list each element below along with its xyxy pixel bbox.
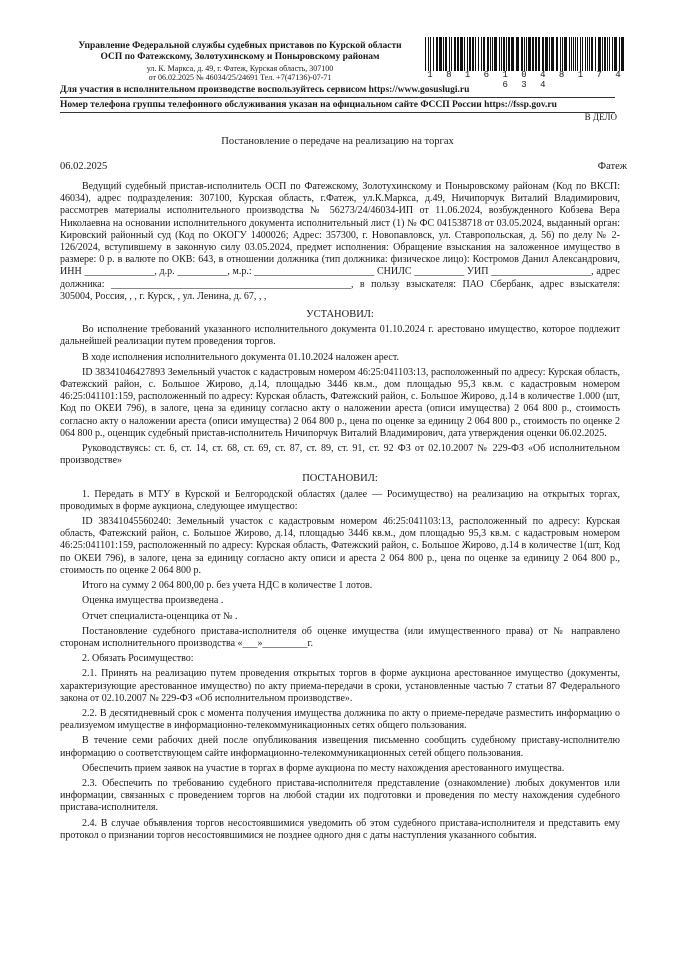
barcode-bar xyxy=(516,37,519,71)
intro-paragraph: Ведущий судебный пристав-исполнитель ОСП по Фатежскому, Золотухинскому и Поныровскому районам (Код по ВКСП: 46034), адрес подразделения: 307100, Курская область, г.Фатеж, ул.К.Маркса, д.49, Ничипорчук Виталий Владимирович, рассмотрев материалы исполнительного производства № 56273/24/46034-ИП от 11.06.2024, возбужденного Кобзева Вера Николаевна на основании исполнительного документа исполнительный лист (1) № ФС 041538718 от 03.05.2024, выданный орган: Кировский районный суд (Код по ОКОГУ 1400026; Адрес: 357300, г. Новопавловск, ул. Ставропольская, д. 56) по делу № 2-126/2024, вступившему в законную силу 03.05.2024, предмет исполнения: Обращение взыскания на заложенное имущество в размере: 0 р. в валюте по ОКВ: 643, в отношении должника (тип должника: физическое лицо): Костромов Данил Александрович, ИНН ______________, д.р. __________, м.р.: ________________________ СНИЛС __________ УИП ____________________, адрес должника: ________________________________________________, в пользу взыскателя: ПАО Сбербанк, адрес взыскателя: 305004, Россия, , , г. Курск, , ул. Ленина, д. 67, , , xyxy=(60,181,620,302)
barcode-bar xyxy=(481,37,482,71)
barcode-bar xyxy=(501,37,502,71)
section2-paragraph-13: 2.4. В случае объявления торгов несостоявшимися уведомить об этом судебного пристава-исполнителя и представить ему протокол о признании торгов несостоявшимися не позднее одного дня с даты наступления указанного события. xyxy=(60,817,620,841)
section-heading-ustanovil: УСТАНОВИЛ: xyxy=(306,309,374,321)
section1-paragraph-4: Руководствуясь: ст. 6, ст. 14, ст. 68, ст. 69, ст. 87, ст. 89, ст. 91, ст. 92 ФЗ от 02.10.2007 № 229-ФЗ «Об исполнительном производстве» xyxy=(60,443,620,467)
document-city: Фатеж xyxy=(597,161,627,172)
section-heading-postanovil: ПОСТАНОВИЛ: xyxy=(302,473,378,485)
barcode-bar xyxy=(464,37,465,71)
barcode-bar xyxy=(580,37,581,71)
barcode-bar xyxy=(490,37,491,71)
gosuslugi-notice: Для участия в исполнительном производстве воспользуйтесь сервисом https://www.gosuslugi.ru xyxy=(60,85,470,95)
barcode-bar xyxy=(503,37,505,71)
barcode-bar xyxy=(569,37,570,71)
barcode-bar xyxy=(506,37,507,71)
barcode-bar xyxy=(607,37,608,71)
barcode-bar xyxy=(494,37,497,71)
barcode-bar xyxy=(598,37,601,71)
section2-paragraph-12: 2.3. Обеспечить по требованию судебного пристава-исполнителя представление (ознакомление) любых документов или информации, связанных с проведением торгов на любой стадии их подготовки и проведения по месту нахождения судебного пристава-исполнителя. xyxy=(60,777,620,814)
barcode-bar xyxy=(571,37,572,71)
header-address-block xyxy=(60,64,420,82)
section2-paragraph-11: Обеспечить прием заявок на участие в торгах в форме аукциона по месту нахождения арестованного имущества. xyxy=(82,762,565,774)
barcode-bar xyxy=(451,37,452,71)
barcode-bar xyxy=(573,37,574,71)
barcode-bar xyxy=(577,37,578,71)
barcode-bar xyxy=(433,37,434,71)
barcode-bar xyxy=(585,37,586,71)
section2-paragraph-1: 1. Передать в МТУ в Курской и Белгородской областях (далее — Росимущество) на реализацию на открытых торгах, проводимых в форме аукциона, следующее имущество: xyxy=(60,488,620,512)
barcode-bar xyxy=(614,37,617,71)
barcode-bar xyxy=(528,37,531,71)
barcode-bar xyxy=(428,37,429,71)
barcode-bar xyxy=(521,37,523,71)
barcode-bar xyxy=(542,37,544,71)
barcode-bar xyxy=(604,37,606,71)
barcode-bar xyxy=(469,37,471,71)
phone-notice: Номер телефона группы телефонного обслуживания указан на официальном сайте ФССП России https://fssp.gov.ru xyxy=(60,100,557,110)
barcode-bar xyxy=(587,37,588,71)
header-organization xyxy=(60,41,420,63)
document-title: Постановление о передаче на реализацию на торгах xyxy=(221,136,454,147)
section2-paragraph-8: 2.1. Принять на реализацию путем проведения открытых торгов в форме аукциона арестованное имущество (документы, характеризующие арестованное имущество) по акту приема-передачи в сроки, установленные частью 7 статьи 87 Федерального закона от 02.10.2007 № 229-ФЗ «Об исполнительном производстве». xyxy=(60,668,620,704)
barcode-bar xyxy=(524,37,525,71)
barcode-bar xyxy=(508,37,510,71)
header-org-line1: Управление Федеральной службы судебных приставов по Курской области xyxy=(78,41,402,51)
barcode-bar xyxy=(487,37,489,71)
barcode-bar xyxy=(445,37,447,71)
barcode-bar xyxy=(443,37,444,71)
barcode-bar xyxy=(532,37,534,71)
section2-paragraph-4: Оценка имущества произведена . xyxy=(82,595,224,607)
header-org-line2: ОСП по Фатежскому, Золотухинскому и Поныровскому районам xyxy=(100,52,380,62)
barcode-bar xyxy=(449,37,450,71)
barcode-bar xyxy=(535,37,537,71)
header-divider-2 xyxy=(60,112,615,113)
barcode-bar xyxy=(478,37,479,71)
barcode-bar xyxy=(556,37,558,71)
barcode-bar xyxy=(582,37,583,71)
barcode-bar xyxy=(475,37,476,71)
barcode-bar xyxy=(467,37,468,71)
barcode-bar xyxy=(472,37,474,71)
barcode-bar xyxy=(595,37,596,71)
barcode-bar xyxy=(457,37,459,71)
barcode-bar xyxy=(436,37,438,71)
barcode-bar xyxy=(575,37,576,71)
barcode-bar xyxy=(526,37,527,71)
section2-paragraph-7: 2. Обязать Росимущество: xyxy=(82,653,194,665)
barcode-number: 1 8 1 6 1 0 4 8 1 7 4 6 3 4 xyxy=(427,70,625,90)
barcode-bar xyxy=(562,37,563,71)
barcode-bar xyxy=(545,37,548,71)
barcode-bar xyxy=(538,37,540,71)
document-body xyxy=(60,181,620,845)
barcode-bar xyxy=(609,37,610,71)
barcode-bar xyxy=(564,37,567,71)
v-delo-mark: В ДЕЛО xyxy=(584,112,617,122)
barcode-bar xyxy=(454,37,456,71)
barcode-bar xyxy=(619,37,620,71)
section2-paragraph-6: Постановление судебного пристава-исполнителя об оценке имущества (или имущественного права) от № направлено сторонам исполнительного производства «___»_________г. xyxy=(60,625,620,649)
section2-paragraph-5: Отчет специалиста-оценщика от № . xyxy=(82,610,238,622)
section2-paragraph-9: 2.2. В десятидневный срок с момента получения имущества должника по акту о приеме-передаче разместить информацию о реализуемом имуществе в информационно-телекоммуникационных сетях общего пользования. xyxy=(60,707,620,732)
section1-paragraph-2: В ходе исполнения исполнительного документа 01.10.2024 наложен арест. xyxy=(82,351,399,363)
barcode-bar xyxy=(430,37,431,71)
barcode-bar xyxy=(499,37,500,71)
section2-paragraph-3: Итого на сумму 2 064 800,00 р. без учета НДС в количестве 1 лотов. xyxy=(82,580,373,592)
header-divider-1 xyxy=(60,97,615,98)
barcode-bar xyxy=(602,37,603,71)
header-registration: от 06.02.2025 № 46034/25/24691 Тел. +7(47136)-07-71 xyxy=(148,73,332,82)
barcode-bar xyxy=(591,37,593,71)
barcode-bar xyxy=(425,37,426,71)
barcode-bar xyxy=(460,37,463,71)
barcode-bar xyxy=(589,37,590,71)
barcode-bar xyxy=(612,37,613,71)
document-date: 06.02.2025 xyxy=(60,161,108,172)
section1-paragraph-3: ID 38341046427893 Земельный участок с кадастровым номером 46:25:041103:13, расположенный по адресу: Курская область, Фатежский район, с. Большое Жирово, д.14, площадью 3446 кв.м., дом площадью 95,3 кв.м. с кадастровым номером 46:25:041101:159, расположенный по адресу: Курская область, Фатежский район, с. Большое Жирово, д.14 в количестве 1.000 (шт, Код по ОКЕИ 796), в залоге, цена за единицу согласно акту о наложении ареста (описи имущества) 2 064 800 р., стоимость согласно акту о наложении ареста (описи имущества) 2 064 800 р., цена по оценке за единицу 2 064 800 р., стоимость по оценке 2 064 800 р., оценщик судебный пристав-исполнитель Ничипорчук Виталий Владимирович, дата утверждения оценки 06.02.2025. xyxy=(60,366,620,439)
section2-paragraph-2: ID 38341045560240: Земельный участок с кадастровым номером 46:25:041103:13, расположенный по адресу: Курская область, Фатежский район, с. Большое Жирово, д.14, площадью 3446 кв.м., дом площадью 95,3 кв.м. с кадастровым номером 46:25:041101:159, расположенный по адресу: Курская область, Фатежский район, с. Большое Жирово, д.14 в количестве 1(шт, Код по ОКЕИ 796), в залоге, цена за единицу согласно акту описи и ареста 2 064 800 р., цена по оценке за единицу 2 064 800 р., стоимость по оценке 2 064 800 р. xyxy=(60,516,620,576)
barcode-bar xyxy=(560,37,561,71)
barcode-image xyxy=(425,37,627,71)
header-address: ул. К. Маркса, д. 49, г. Фатеж, Курская область, 307100 xyxy=(146,64,334,73)
section2-paragraph-10: В течение семи рабочих дней после опубликования извещения письменно сообщить судебному приставу-исполнителю информацию о соответствующем сайте информационно-телекоммуникационных сетей общего пользования. xyxy=(60,735,620,759)
barcode-bar xyxy=(439,37,442,71)
section1-paragraph-1: Во исполнение требований указанного исполнительного документа 01.10.2024 г. арестовано имущество, которое подлежит дальнейшей реализации путем проведения торгов. xyxy=(60,324,620,348)
barcode-bar xyxy=(511,37,514,71)
barcode-bar xyxy=(551,37,554,71)
barcode-bar xyxy=(549,37,550,71)
barcode-bar xyxy=(621,37,624,71)
barcode-bar xyxy=(492,37,493,71)
barcode-bar xyxy=(483,37,485,71)
